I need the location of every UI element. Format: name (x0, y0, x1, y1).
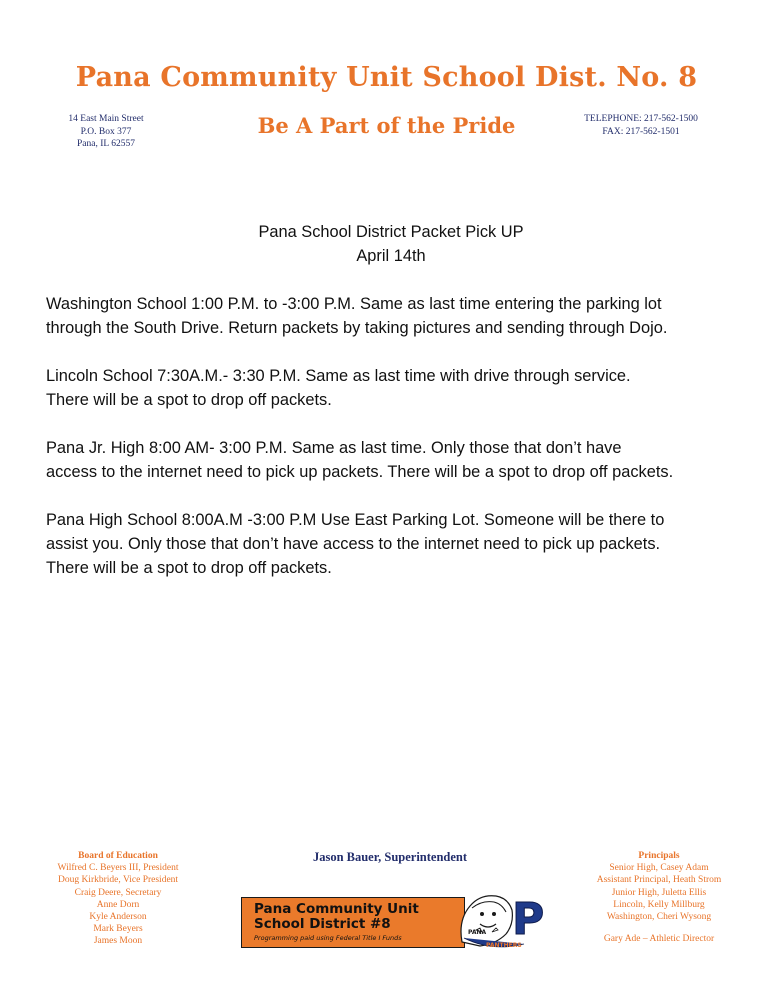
principals-heading: Principals (638, 851, 680, 861)
board-member: Kyle Anderson (89, 912, 147, 923)
notice-date: April 14th (356, 247, 426, 265)
paragraph-line: Lincoln School 7:30A.M.- 3:30 P.M. Same as last time with drive through service. (46, 367, 631, 385)
mascot-text: PANA (468, 929, 487, 936)
principal-entry: Washington, Cheri Wysong (606, 912, 712, 923)
principals (578, 850, 740, 945)
address-line: P.O. Box 377 (80, 126, 132, 137)
contact-info (566, 113, 716, 138)
paragraph-line: Washington School 1:00 P.M. to -3:00 P.M. Same as last time entering the parking lot (46, 295, 662, 313)
lincoln-paragraph (46, 364, 736, 412)
jr-high-paragraph (46, 436, 736, 484)
board-heading: Board of Education (78, 851, 158, 861)
logo-funding-note: Programming paid using Federal Title I Funds (254, 934, 402, 942)
board-member: Doug Kirkbride, Vice President (57, 875, 179, 886)
paragraph-line: There will be a spot to drop off packets. (46, 391, 332, 409)
fax: FAX: 217-562-1501 (602, 126, 680, 137)
address-line: 14 East Main Street (68, 114, 144, 124)
board-member: Craig Deere, Secretary (74, 887, 162, 898)
mascot-text: PANTHERS (486, 942, 522, 949)
paragraph-line: Pana High School 8:00A.M -3:00 P.M Use East Parking Lot. Someone will be there to (46, 511, 665, 529)
logo-line: Pana Community Unit (254, 901, 419, 917)
high-school-paragraph (46, 508, 736, 580)
board-member: Anne Dorn (96, 899, 140, 910)
athletic-director: Gary Ade – Athletic Director (603, 934, 715, 945)
washington-paragraph (46, 292, 736, 340)
board-member: Wilfred C. Beyers III, President (57, 863, 179, 874)
principal-entry: Lincoln, Kelly Millburg (613, 899, 705, 910)
district-logo-banner (241, 897, 465, 948)
logo-line: School District #8 (254, 916, 391, 932)
district-title: Pana Community Unit School Dist. No. 8 (75, 62, 698, 93)
paragraph-line: access to the internet need to pick up packets. There will be a spot to drop off packets. (46, 463, 674, 481)
district-slogan: Be A Part of the Pride (257, 113, 516, 138)
paragraph-line: There will be a spot to drop off packets. (46, 559, 332, 577)
paragraph-line: through the South Drive. Return packets by taking pictures and sending through Dojo. (46, 319, 668, 337)
mascot-letter: P (512, 894, 545, 945)
paragraph-line: Pana Jr. High 8:00 AM- 3:00 P.M. Same as last time. Only those that don’t have (46, 439, 622, 457)
notice-body (46, 220, 736, 580)
panther-mascot-icon (452, 884, 552, 954)
address-line: Pana, IL 62557 (77, 139, 135, 149)
board-member: Mark Beyers (93, 924, 143, 935)
paragraph-line: assist you. Only those that don’t have access to the internet need to pick up packets. (46, 535, 661, 553)
board-of-education (40, 850, 196, 948)
superintendent-name: Jason Bauer, Superintendent (312, 850, 468, 864)
telephone: TELEPHONE: 217-562-1500 (584, 114, 698, 124)
principal-entry: Assistant Principal, Heath Strom (596, 875, 722, 886)
notice-heading: Pana School District Packet Pick UP (258, 223, 524, 241)
board-member: James Moon (93, 936, 143, 947)
principal-entry: Senior High, Casey Adam (609, 863, 709, 874)
principal-entry: Junior High, Juletta Ellis (611, 887, 707, 898)
